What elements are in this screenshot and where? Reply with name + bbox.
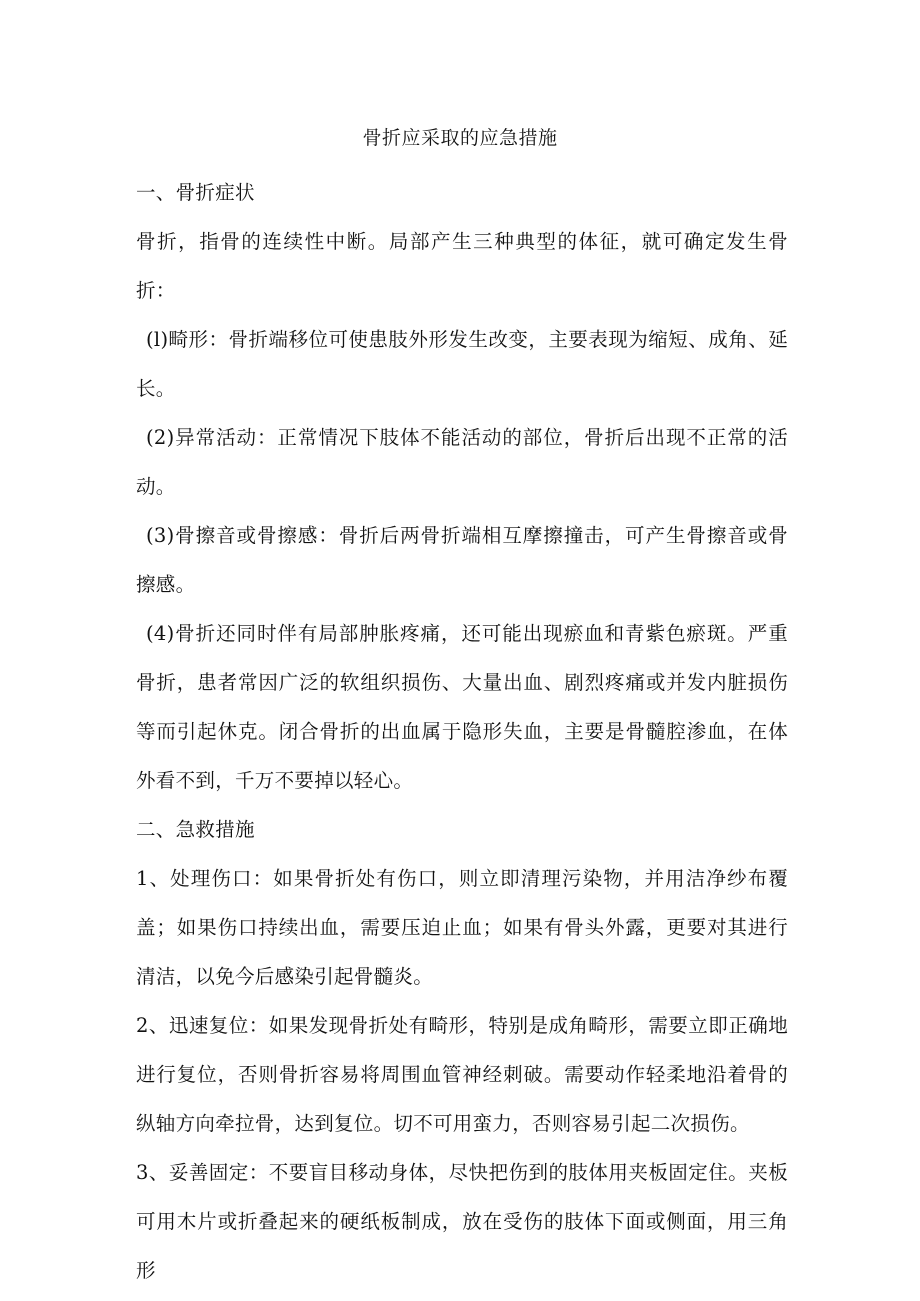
paragraph-intro: 骨折，指骨的连续性中断。局部产生三种典型的体征，就可确定发生骨折： xyxy=(136,230,788,302)
first-aid-item-2: 2、迅速复位：如果发现骨折处有畸形，特别是成角畸形，需要立即正确地进行复位，否则骨折容易将周围血管神经刺破。需要动作轻柔地沿着骨的纵轴方向牵拉骨，达到复位。切不可用蛮力，否则容易引起二次损伤。 xyxy=(136,1014,788,1135)
document-body xyxy=(136,168,788,1295)
section-heading-symptoms: 一、骨折症状 xyxy=(136,181,255,204)
symptom-item-4: (4)骨折还同时伴有局部肿胀疼痛，还可能出现瘀血和青紫色瘀斑。严重骨折，患者常因广泛的软组织损伤、大量出血、剧烈疼痛或并发内脏损伤等而引起休克。闭合骨折的出血属于隐形失血，主要是骨髓腔渗血，在体外看不到，千万不要掉以轻心。 xyxy=(136,622,788,792)
first-aid-item-1: 1、处理伤口：如果骨折处有伤口，则立即清理污染物，并用洁净纱布覆盖；如果伤口持续出血，需要压迫止血；如果有骨头外露，更要对其进行清洁，以免今后感染引起骨髓炎。 xyxy=(136,867,788,988)
section-heading-first-aid: 二、急救措施 xyxy=(136,818,255,841)
symptom-item-2: (2)异常活动：正常情况下肢体不能活动的部位，骨折后出现不正常的活动。 xyxy=(136,426,788,498)
first-aid-item-3: 3、妥善固定：不要盲目移动身体，尽快把伤到的肢体用夹板固定住。夹板可用木片或折叠起来的硬纸板制成，放在受伤的肢体下面或侧面，用三角形 xyxy=(136,1161,788,1282)
symptom-item-3: (3)骨擦音或骨擦感：骨折后两骨折端相互摩擦撞击，可产生骨擦音或骨擦感。 xyxy=(136,524,788,596)
document-title: 骨折应采取的应急措施 xyxy=(362,127,558,149)
symptom-item-1: (l)畸形：骨折端移位可使患肢外形发生改变，主要表现为缩短、成角、延长。 xyxy=(136,328,788,400)
